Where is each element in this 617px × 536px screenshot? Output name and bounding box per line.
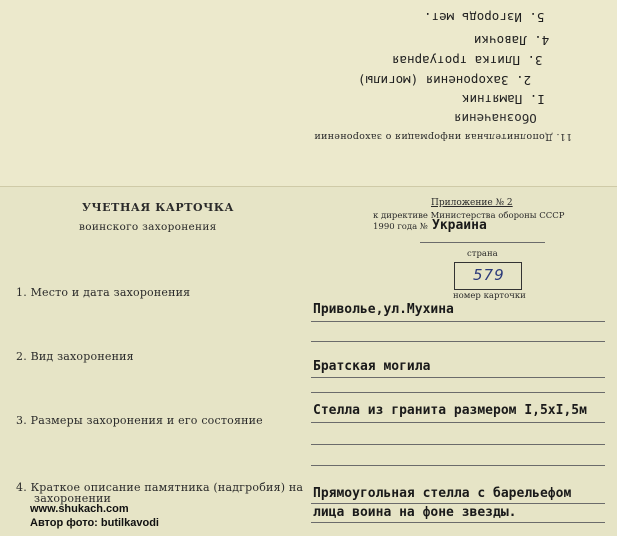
section-11-title: 11. Дополнительная информация о захоронении (314, 131, 573, 142)
field-1-line-1 (311, 321, 605, 322)
field-size-condition-value: Стелла из гранита размером I,5хI,5м (313, 403, 587, 418)
field-place-date-label: 1. Место и дата захоронения (16, 286, 191, 299)
field-monument-description-value-2: лица воина на фоне звезды. (313, 505, 517, 520)
appendix-line1: к директиве Министерства обороны СССР (373, 211, 565, 221)
field-monument-description-value-1: Прямоугольная стелла с барельефом (313, 486, 572, 501)
field-3-line-1 (311, 422, 605, 423)
legend-item-1: I. Памятник (462, 92, 545, 107)
card-subtitle: воинского захоронения (79, 221, 217, 233)
appendix-title: Приложение № 2 (431, 198, 513, 208)
additional-info-section (0, 0, 617, 187)
legend-item-4: 4. Лавочки (474, 33, 550, 48)
card-title: УЧЕТНАЯ КАРТОЧКА (82, 201, 235, 214)
field-burial-type-label: 2. Вид захоронения (16, 350, 134, 363)
field-monument-description-label: 4. Краткое описание памятника (надгробия) на (16, 481, 304, 494)
field-monument-description-label-cont: захоронении (34, 492, 112, 505)
field-2-line-1 (311, 377, 605, 378)
field-1-line-2 (311, 341, 605, 342)
legend-item-2: 2. Захоронения (могилы) (358, 73, 532, 88)
field-3-line-3 (311, 465, 605, 466)
field-4-line-1 (311, 503, 605, 504)
field-burial-type-value: Братская могила (313, 359, 431, 374)
watermark-author: Автор фото: butilkavodi (30, 517, 159, 529)
field-3-line-2 (311, 444, 605, 445)
card-number-value: 579 (473, 266, 505, 284)
watermark-site: www.shukach.com (30, 503, 129, 515)
appendix-line2-prefix: 1990 года № (373, 222, 428, 232)
card-number-label: номер карточки (453, 291, 526, 301)
field-2-line-2 (311, 392, 605, 393)
country-label: страна (467, 249, 498, 259)
country-value: Украина (432, 218, 487, 233)
field-size-condition-label: 3. Размеры захоронения и его состояние (16, 414, 263, 427)
legend-item-5: 5. Изгородь мет. (424, 10, 545, 25)
legend-heading: Обозначения (454, 111, 537, 126)
field-place-date-value: Приволье,ул.Мухина (313, 302, 454, 317)
field-4-line-2 (311, 522, 605, 523)
country-underline (420, 242, 545, 243)
legend-item-3: 3. Плитка тротуарная (392, 53, 543, 68)
